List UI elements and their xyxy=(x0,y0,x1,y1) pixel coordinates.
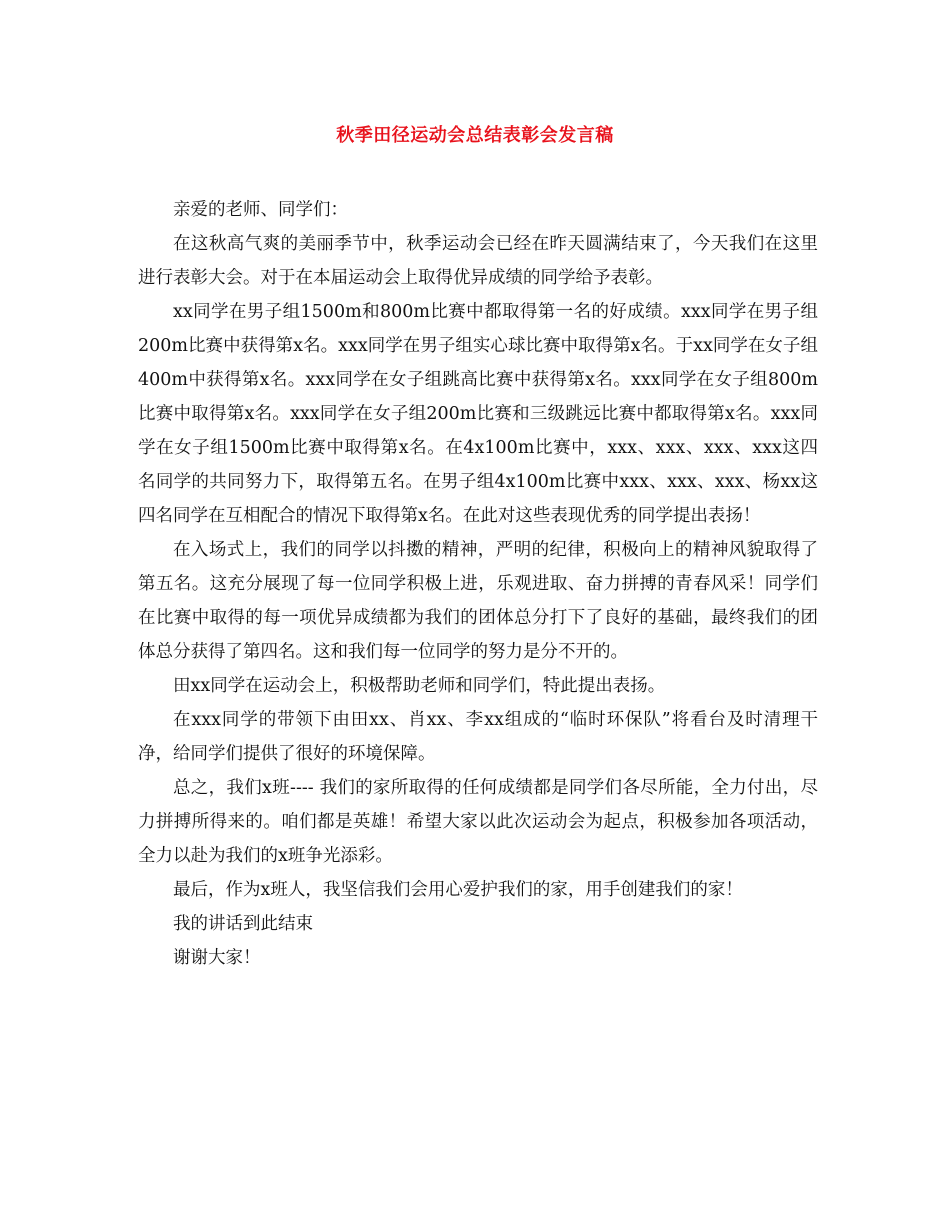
paragraph-summary: 总之，我们x班---- 我们的家所取得的任何成绩都是同学们各尽所能，全力付出，尽力拼搏所得来的。咱们都是英雄！希望大家以此次运动会为起点，积极参加各项活动，全力以赴为我们的x班争光添彩。 xyxy=(138,778,818,866)
paragraph-salutation: 亲爱的老师、同学们： xyxy=(173,200,348,220)
document-title: 秋季田径运动会总结表彰会发言稿 xyxy=(336,125,614,146)
paragraph-closing: 最后，作为x班人，我坚信我们会用心爱护我们的家，用手创建我们的家！ xyxy=(173,880,743,900)
paragraph-results: xx同学在男子组1500m和800m比赛中都取得第一名的好成绩。xxx同学在男子组200m比赛中获得第x名。xxx同学在男子组实心球比赛中取得第x名。于xx同学在女子组400m中获得第x名。xxx同学在女子组跳高比赛中获得第x名。xxx同学在女子组800m比赛中取得第x名。xxx同学在女子组200m比赛和三级跳远比赛中都取得第x名。xxx同学在女子组1500m比赛中取得第x名。在4x100m比赛中，xxx、xxx、xxx、xxx这四名同学的共同努力下，取得第五名。在男子组4x100m比赛中xxx、xxx、xxx、杨xx这四名同学在互相配合的情况下取得第x名。在此对这些表现优秀的同学提出表扬！ xyxy=(138,302,818,526)
paragraph-thanks: 谢谢大家！ xyxy=(173,948,261,968)
paragraph-eco-team: 在xxx同学的带领下由田xx、肖xx、李xx组成的“临时环保队”将看台及时清理干净，给同学们提供了很好的环境保障。 xyxy=(138,710,818,764)
document-body xyxy=(138,193,818,975)
paragraph-praise-helper: 田xx同学在运动会上，积极帮助老师和同学们，特此提出表扬。 xyxy=(173,676,666,696)
paragraph-opening-ceremony: 在入场式上，我们的同学以抖擞的精神，严明的纪律，积极向上的精神风貌取得了第五名。这充分展现了每一位同学积极上进，乐观进取、奋力拼搏的青春风采！同学们在比赛中取得的每一项优异成绩都为我们的团体总分打下了良好的基础，最终我们的团体总分获得了第四名。这和我们每一位同学的努力是分不开的。 xyxy=(138,540,818,662)
paragraph-intro: 在这秋高气爽的美丽季节中，秋季运动会已经在昨天圆满结束了，今天我们在这里进行表彰大会。对于在本届运动会上取得优异成绩的同学给予表彰。 xyxy=(138,234,818,288)
paragraph-end-speech: 我的讲话到此结束 xyxy=(173,914,313,934)
